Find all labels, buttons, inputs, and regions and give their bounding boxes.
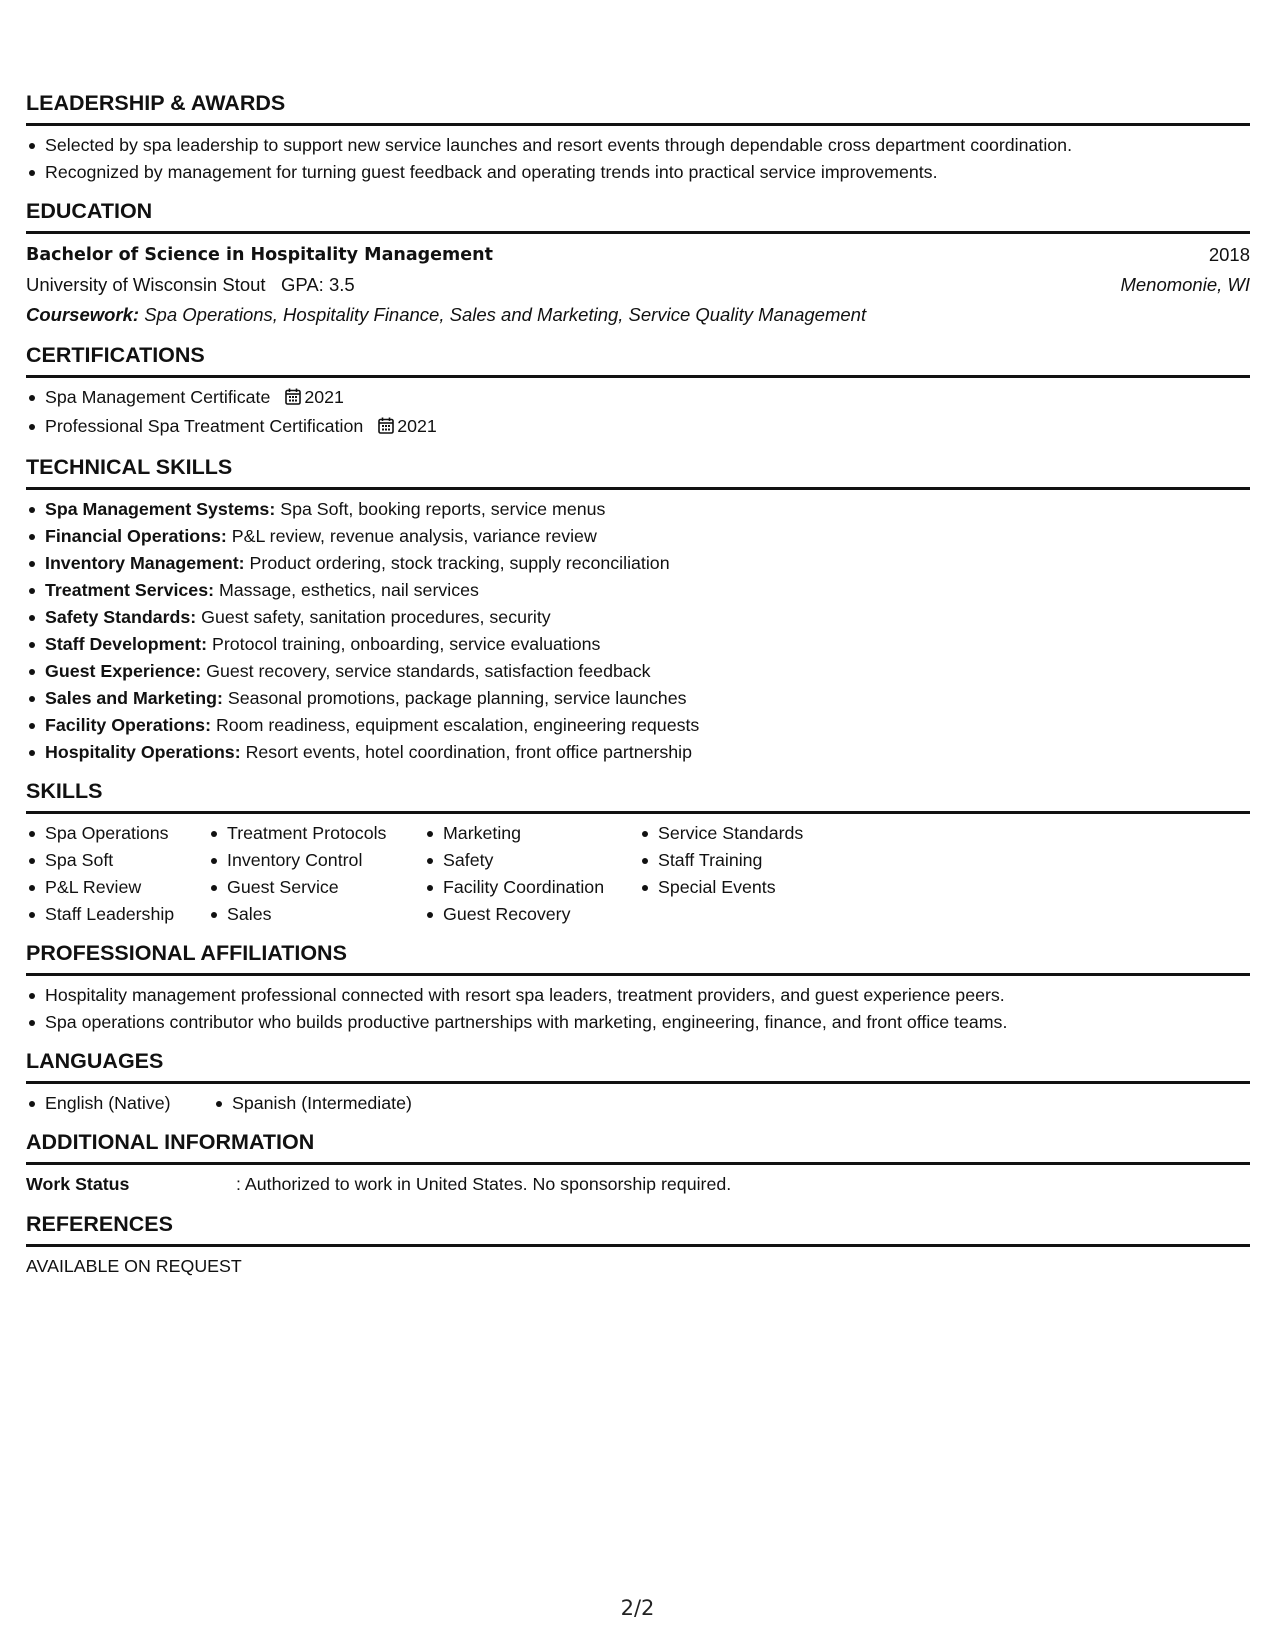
section-title: CERTIFICATIONS xyxy=(26,342,1250,378)
skill-values: Product ordering, stock tracking, supply reconciliation xyxy=(249,553,670,573)
references-text: AVAILABLE ON REQUEST xyxy=(26,1256,242,1276)
affiliations-section xyxy=(26,940,1250,1036)
skills-section xyxy=(26,778,1250,928)
skills-grid xyxy=(26,820,1250,928)
school-row xyxy=(26,270,1250,300)
skill-category: Spa Management Systems: xyxy=(45,499,276,519)
work-status-value: : Authorized to work in United States. No sponsorship required. xyxy=(236,1174,732,1194)
skill-category: Safety Standards: xyxy=(45,607,197,627)
list-item: English (Native) xyxy=(26,1090,213,1117)
section-title: LEADERSHIP & AWARDS xyxy=(26,90,1250,126)
section-title: EDUCATION xyxy=(26,198,1250,234)
additional-info-section xyxy=(26,1129,1250,1199)
list-item xyxy=(26,685,1250,712)
skill-values: Protocol training, onboarding, service evaluations xyxy=(211,634,601,654)
gpa: GPA: 3.5 xyxy=(280,274,355,295)
coursework-list: Spa Operations, Hospitality Finance, Sales and Marketing, Service Quality Management xyxy=(144,304,867,325)
skill-values: Massage, esthetics, nail services xyxy=(218,580,479,600)
section-title: REFERENCES xyxy=(26,1211,1250,1247)
list-item: Staff Training xyxy=(639,847,839,874)
skills-column xyxy=(26,820,208,928)
certification-name: Spa Management Certificate xyxy=(45,387,271,407)
certifications-section xyxy=(26,342,1250,442)
list-item xyxy=(26,523,1250,550)
skill-values: Resort events, hotel coordination, front office partnership xyxy=(245,742,693,762)
list-item xyxy=(26,577,1250,604)
list-item xyxy=(26,739,1250,766)
page-number: 2/2 xyxy=(620,1596,655,1620)
skill-category: Staff Development: xyxy=(45,634,208,654)
list-item: Marketing xyxy=(424,820,639,847)
list-item: Service Standards xyxy=(639,820,839,847)
skill-category: Treatment Services: xyxy=(45,580,215,600)
degree-name: Bachelor of Science in Hospitality Management xyxy=(26,245,493,265)
technical-skills-section xyxy=(26,454,1250,766)
list-item xyxy=(26,658,1250,685)
calendar-icon xyxy=(285,386,301,413)
skill-category: Guest Experience: xyxy=(45,661,202,681)
affiliations-list xyxy=(26,982,1250,1036)
references-section xyxy=(26,1211,1250,1281)
list-item: Special Events xyxy=(639,874,839,901)
section-title: SKILLS xyxy=(26,778,1250,814)
list-item: Recognized by management for turning guest feedback and operating trends into practical service improvements. xyxy=(26,159,1250,186)
coursework-row xyxy=(26,300,1250,330)
list-item: Hospitality management professional connected with resort spa leaders, treatment providers, and guest experience peers. xyxy=(26,982,1250,1009)
calendar-icon xyxy=(378,415,394,442)
coursework-label: Coursework: xyxy=(26,304,140,325)
skill-category: Financial Operations: xyxy=(45,526,227,546)
list-item: Spanish (Intermediate) xyxy=(213,1090,412,1117)
list-item xyxy=(26,496,1250,523)
list-item: Safety xyxy=(424,847,639,874)
list-item: Selected by spa leadership to support new service launches and resort events through dependable cross department coordination. xyxy=(26,132,1250,159)
list-item: Treatment Protocols xyxy=(208,820,424,847)
skills-column xyxy=(208,820,424,928)
leadership-section xyxy=(26,90,1250,186)
certification-year: 2021 xyxy=(397,416,437,436)
list-item xyxy=(26,550,1250,577)
list-item xyxy=(26,604,1250,631)
skill-category: Inventory Management: xyxy=(45,553,245,573)
languages-list xyxy=(26,1090,213,1117)
list-item xyxy=(26,712,1250,739)
skill-values: Spa Soft, booking reports, service menus xyxy=(280,499,606,519)
section-title: ADDITIONAL INFORMATION xyxy=(26,1129,1250,1165)
list-item: Spa Operations xyxy=(26,820,208,847)
section-title: TECHNICAL SKILLS xyxy=(26,454,1250,490)
list-item xyxy=(26,384,1250,413)
list-item: Spa Soft xyxy=(26,847,208,874)
list-item: Guest Service xyxy=(208,874,424,901)
skill-values: Guest recovery, service standards, satisfaction feedback xyxy=(206,661,651,681)
skill-values: P&L review, revenue analysis, variance review xyxy=(231,526,597,546)
leadership-list xyxy=(26,132,1250,186)
list-item: Spa operations contributor who builds productive partnerships with marketing, engineering, finance, and front office teams. xyxy=(26,1009,1250,1036)
list-item: P&L Review xyxy=(26,874,208,901)
skills-column xyxy=(639,820,839,928)
list-item: Facility Coordination xyxy=(424,874,639,901)
list-item xyxy=(26,631,1250,658)
graduation-year: 2018 xyxy=(1208,244,1250,265)
school-location: Menomonie, WI xyxy=(1120,274,1250,295)
certifications-list xyxy=(26,384,1250,442)
skill-values: Room readiness, equipment escalation, engineering requests xyxy=(215,715,700,735)
languages-section xyxy=(26,1048,1250,1117)
section-title: LANGUAGES xyxy=(26,1048,1250,1084)
work-status-row xyxy=(26,1169,1250,1199)
skill-category: Sales and Marketing: xyxy=(45,688,223,708)
technical-skills-list xyxy=(26,496,1250,766)
certification-name: Professional Spa Treatment Certification xyxy=(45,416,364,436)
education-section xyxy=(26,198,1250,330)
list-item: Sales xyxy=(208,901,424,928)
section-title: PROFESSIONAL AFFILIATIONS xyxy=(26,940,1250,976)
school-name: University of Wisconsin Stout xyxy=(26,274,266,295)
skill-values: Seasonal promotions, package planning, service launches xyxy=(227,688,687,708)
skill-category: Facility Operations: xyxy=(45,715,211,735)
list-item: Staff Leadership xyxy=(26,901,208,928)
languages-list xyxy=(213,1090,412,1117)
skill-values: Guest safety, sanitation procedures, security xyxy=(201,607,551,627)
work-status-label: Work Status xyxy=(26,1174,130,1194)
degree-row xyxy=(26,240,1250,270)
skill-category: Hospitality Operations: xyxy=(45,742,241,762)
list-item xyxy=(26,413,1250,442)
skills-column xyxy=(424,820,639,928)
certification-year: 2021 xyxy=(304,387,344,407)
list-item: Inventory Control xyxy=(208,847,424,874)
resume-page xyxy=(26,90,1250,1293)
list-item: Guest Recovery xyxy=(424,901,639,928)
